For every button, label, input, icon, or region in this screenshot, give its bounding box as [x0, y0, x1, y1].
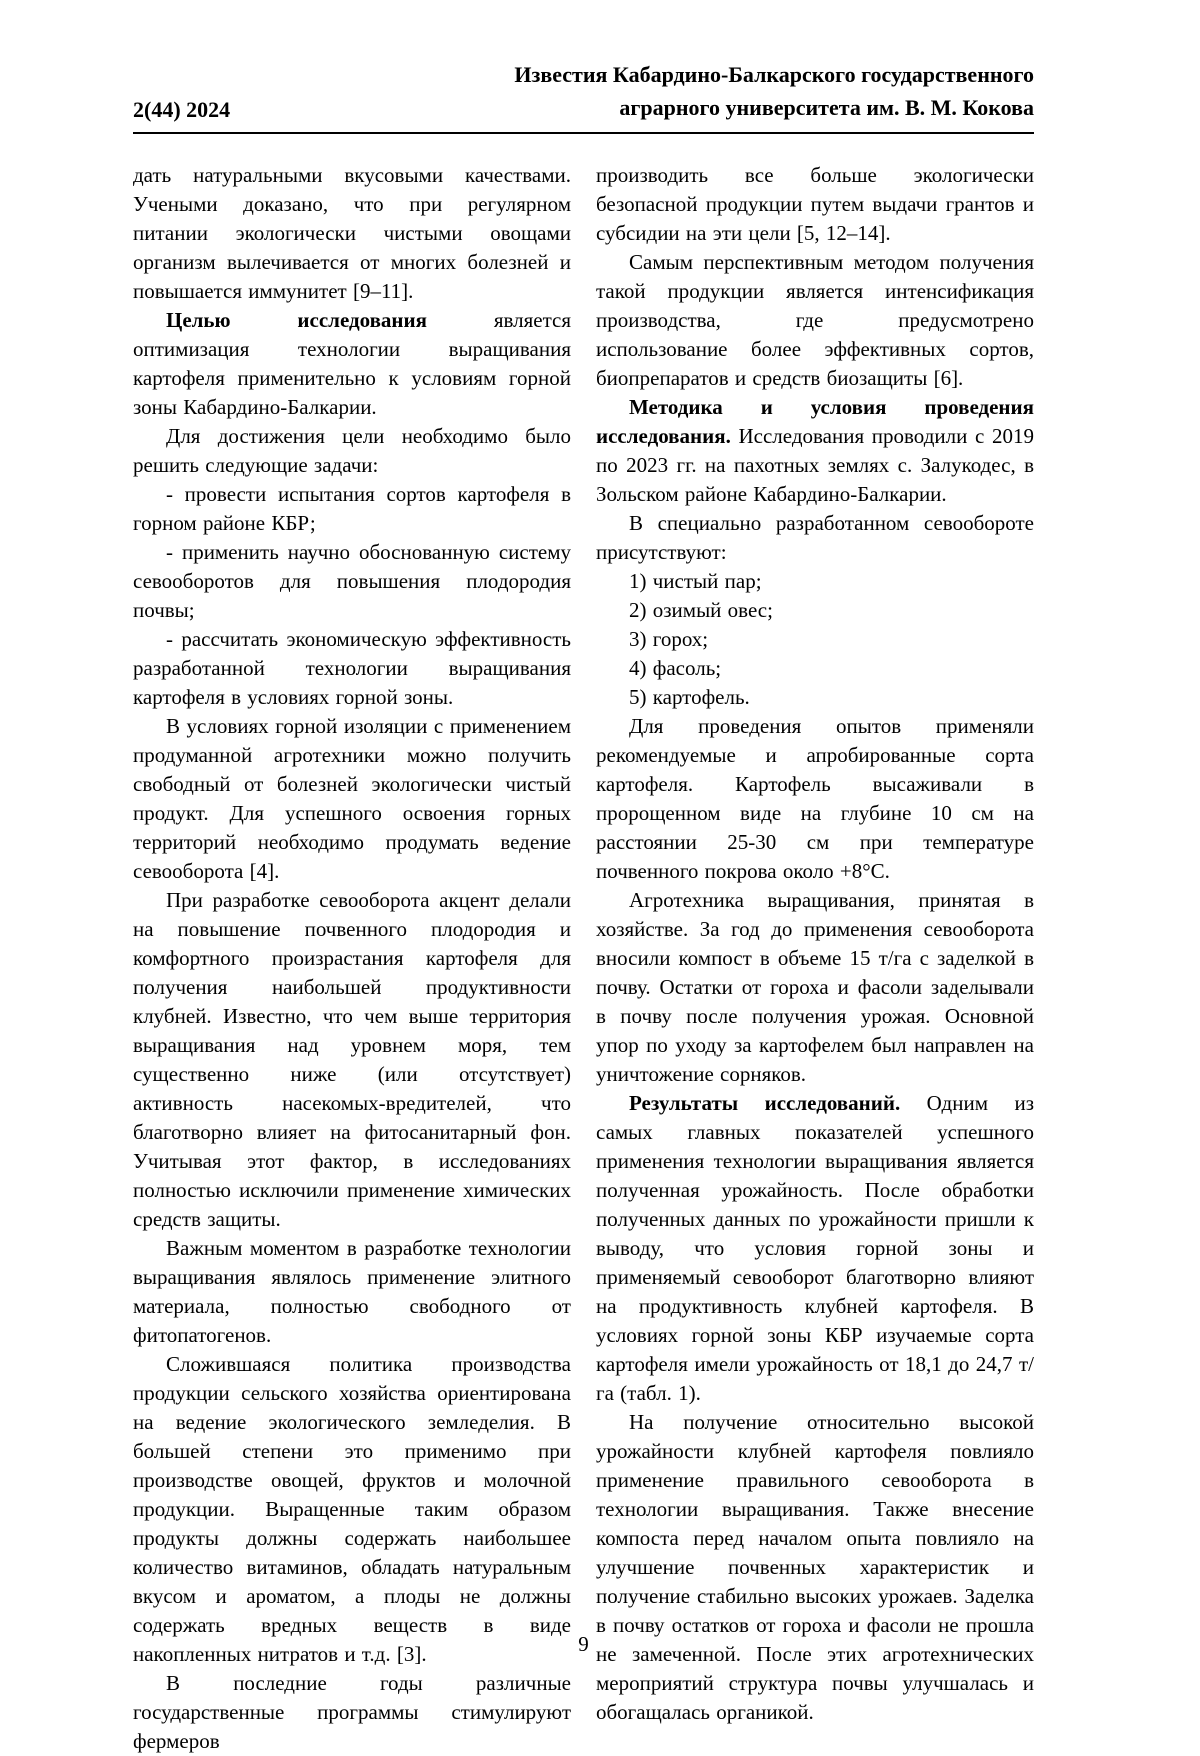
paragraph-text: дать натуральными вкусовыми качествами. Учеными доказано, что при регулярном питании экологически чистыми овощами организм вылечивается от многих болезней и повышается иммунитет [9–11]. [133, 163, 571, 303]
paragraph-text: В условиях горной изоляции с применением продуманной агротехники можно получить свободный от болезней экологически чистый продукт. Для успешного освоения горных территорий необходимо продумать ведение севооборота [4]. [133, 714, 571, 883]
paragraph-lead: Методика и условия проведения исследования. [596, 395, 1034, 448]
paragraph [133, 306, 571, 422]
list-item-numbered [596, 654, 1034, 683]
paragraph-text: Исследования проводили с 2019 по 2023 гг. на пахотных землях с. Залукодес, в Зольском районе Кабардино-Балкарии. [596, 424, 1034, 506]
page-header [133, 58, 1034, 134]
journal-title-line1: Известия Кабардино-Балкарского государственного [514, 62, 1034, 87]
paragraph [133, 161, 571, 306]
list-item-dash [133, 480, 571, 538]
paragraph-text: В последние годы различные государственные программы стимулируют фермеров [133, 1671, 571, 1753]
paragraph-text: производить все больше экологически безопасной продукции путем выдачи грантов и субсидии на эти цели [5, 12–14]. [596, 163, 1034, 245]
list-item-dash [133, 625, 571, 712]
paragraph [133, 886, 571, 1234]
journal-title-line2: аграрного университета им. В. М. Кокова [619, 95, 1034, 120]
paragraph [596, 886, 1034, 1089]
content-columns [133, 161, 1034, 1756]
paragraph-text: 3) горох; [629, 627, 709, 651]
paragraph [133, 1234, 571, 1350]
issue-number: 2(44) 2024 [133, 97, 231, 122]
paragraph [596, 509, 1034, 567]
paragraph [133, 422, 571, 480]
right-column [596, 161, 1034, 1756]
paragraph-text: - применить научно обоснованную систему севооборотов для повышения плодородия почвы; [133, 540, 571, 622]
left-column [133, 161, 571, 1756]
paragraph-lead: Целью исследования [166, 308, 427, 332]
list-item-numbered [596, 683, 1034, 712]
journal-title [514, 58, 1034, 124]
paragraph [596, 1089, 1034, 1408]
list-item-numbered [596, 596, 1034, 625]
paragraph-text: 2) озимый овес; [629, 598, 773, 622]
paragraph-text: Самым перспективным методом получения такой продукции является интенсификация производства, где предусмотрено использование более эффективных сортов, биопрепаратов и средств биозащиты [6]. [596, 250, 1034, 390]
paragraph-text: Важным моментом в разработке технологии выращивания являлось применение элитного материала, полностью свободного от фитопатогенов. [133, 1236, 571, 1347]
paragraph-text: 1) чистый пар; [629, 569, 762, 593]
paragraph-text: Одним из самых главных показателей успешного применения технологии выращивания является полученная урожайность. После обработки полученных данных по урожайности пришли к выводу, что условия горной зоны и применяемый севооборот благотворно влияют на продуктивность клубней картофеля. В условиях горной зоны КБР изучаемые сорта картофеля имели урожайность от 18,1 до 24,7 т/га (табл. 1). [596, 1091, 1035, 1405]
list-item-dash [133, 538, 571, 625]
paragraph [133, 1669, 571, 1756]
paragraph-lead: Результаты исследований. [629, 1091, 901, 1115]
paragraph [596, 393, 1034, 509]
paragraph-text: - рассчитать экономическую эффективность разработанной технологии выращивания картофеля в условиях горной зоны. [133, 627, 571, 709]
paragraph-text: Сложившаяся политика производства продукции сельского хозяйства ориентирована на ведение экологического земледелия. В большей степени это применимо при производстве овощей, фруктов и молочной продукции. Выращенные таким образом продукты должны содержать наибольшее количество витаминов, обладать натуральным вкусом и ароматом, а плоды не должны содержать вредных веществ в виде накопленных нитратов и т.д. [3]. [133, 1352, 571, 1666]
paragraph-text: Агротехника выращивания, принятая в хозяйстве. За год до применения севооборота вносили компост в объеме 15 т/га с заделкой в почву. Остатки от гороха и фасоли заделывали в почву после получения урожая. Основной упор по уходу за картофелем был направлен на уничтожение сорняков. [596, 888, 1034, 1086]
paragraph [596, 1408, 1034, 1727]
paragraph-text: 4) фасоль; [629, 656, 722, 680]
paragraph-text: Для достижения цели необходимо было решить следующие задачи: [133, 424, 571, 477]
paragraph-text: является оптимизация технологии выращивания картофеля применительно к условиям горной зоны Кабардино-Балкарии. [133, 308, 571, 419]
paragraph-text: 5) картофель. [629, 685, 750, 709]
paragraph-text: В специально разработанном севообороте присутствуют: [596, 511, 1034, 564]
list-item-numbered [596, 567, 1034, 596]
paragraph-text: На получение относительно высокой урожайности клубней картофеля повлияло применение правильного севооборота в технологии выращивания. Также внесение компоста перед началом опыта повлияло на улучшение почвенных характеристик и получение стабильно высоких урожаев. Заделка в почву остатков от гороха и фасоли не прошла не замеченной. После этих агротехнических мероприятий структура почвы улучшалась и обогащалась органикой. [596, 1410, 1034, 1724]
paragraph-text: - провести испытания сортов картофеля в горном районе КБР; [133, 482, 571, 535]
paragraph [133, 712, 571, 886]
paragraph-text: При разработке севооборота акцент делали на повышение почвенного плодородия и комфортного произрастания картофеля для получения наибольшей продуктивности клубней. Известно, что чем выше территория выращивания над уровнем моря, тем существенно ниже (или отсутствует) активность насекомых-вредителей, что благотворно влияет на фитосанитарный фон. Учитывая этот фактор, в исследованиях полностью исключили применение химических средств защиты. [133, 888, 571, 1231]
paragraph-text: Для проведения опытов применяли рекомендуемые и апробированные сорта картофеля. Картофель высаживали в пророщенном виде на глубине 10 см на расстоянии 25-30 см при температуре почвенного покрова около +8°С. [596, 714, 1034, 883]
page-number: 9 [578, 1632, 589, 1656]
paragraph [133, 1350, 571, 1669]
list-item-numbered [596, 625, 1034, 654]
paragraph [596, 248, 1034, 393]
paragraph [596, 712, 1034, 886]
paragraph [596, 161, 1034, 248]
